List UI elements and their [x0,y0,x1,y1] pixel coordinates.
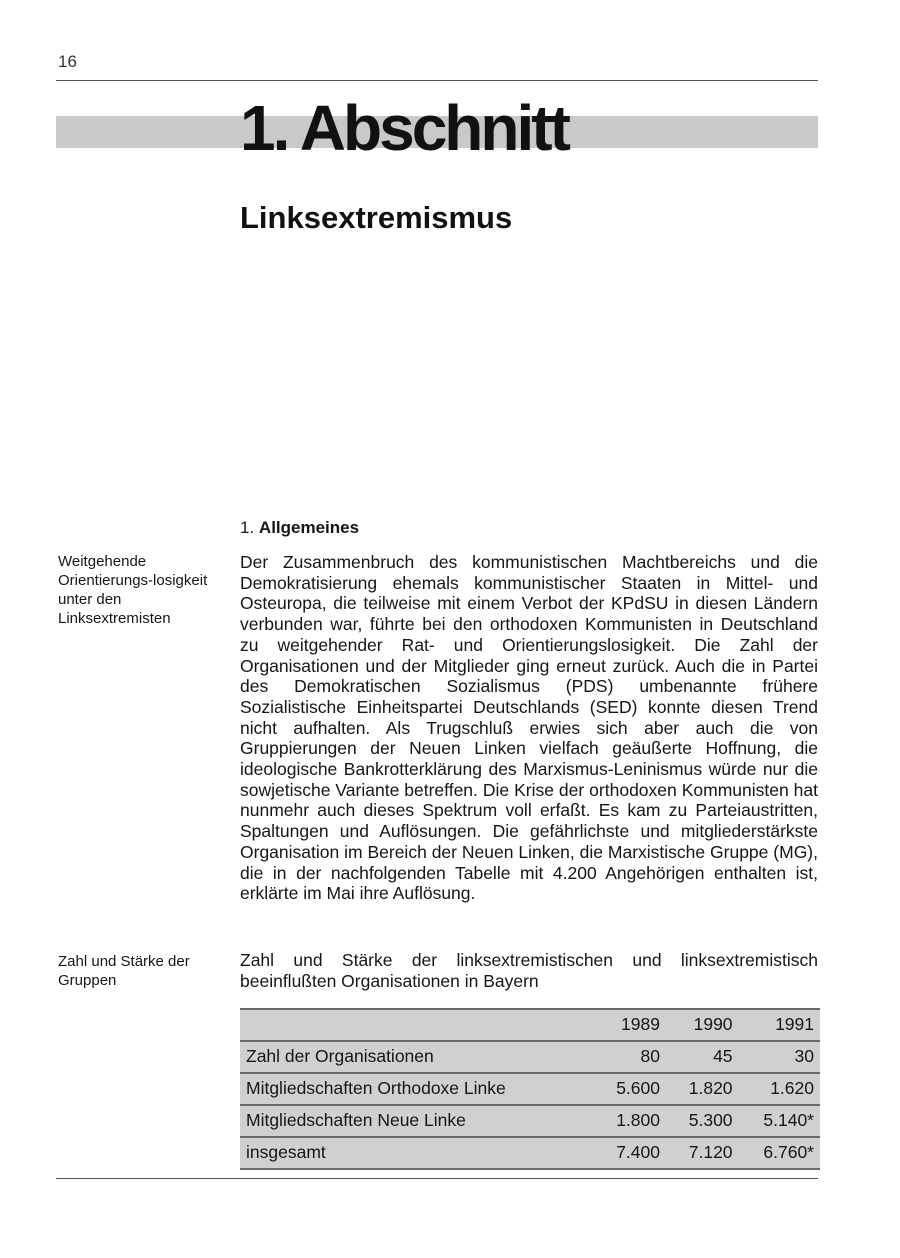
header-year: 1989 [593,1009,666,1041]
row-label: insgesamt [240,1137,593,1169]
table-caption: Zahl und Stärke der linksextremistischen und linksextremistisch beeinflußten Organisationen in Bayern [240,950,818,991]
chapter-heading [240,518,359,538]
table-header-row [240,1009,820,1041]
table-row [240,1137,820,1169]
body-paragraph: Der Zusammenbruch des kommunistischen Machtbereichs und die Demokratisierung ehemals kommunistischer Staaten in Mittel- und Osteuropa, die teilweise mit einem Verbot der KPdSU in diesen Ländern verbunden war, führte bei den orthodoxen Kommunisten in Deutschland zu weitgehender Rat- und Orientierungslosigkeit. Die Zahl der Organisationen und der Mitglieder ging erneut zurück. Auch die in Partei des Demokratischen Sozialismus (PDS) umbenannte frühere Sozialistische Einheitspartei Deutschlands (SED) konnte diesen Trend nicht aufhalten. Als Trugschluß erwies sich aber auch die von Gruppierungen der Neuen Linken vielfach geäußerte Hoffnung, die ideologische Bankrotterklärung des Marxismus-Leninismus würde nur die sowjetische Variante betreffen. Die Krise der orthodoxen Kommunisten hat nunmehr auch dieses Spektrum voll erfaßt. Es kam zu Parteiaustritten, Spaltungen und Auflösungen. Die gefährlichste und mitgliederstärkste Organisation im Bereich der Neuen Linken, die Marxistische Gruppe (MG), die in der nachfolgenden Tabelle mit 4.200 Angehörigen enthalten ist, erklärte im Mai ihre Auflösung. [240,552,818,904]
row-label: Mitgliedschaften Orthodoxe Linke [240,1073,593,1105]
table-cell: 5.140* [739,1105,820,1137]
margin-note-orientation: Weitgehende Orientierungs-losigkeit unter den Linksextremisten [58,553,208,627]
table-cell: 45 [666,1041,739,1073]
table-cell: 7.400 [593,1137,666,1169]
table-row [240,1073,820,1105]
table-cell: 1.620 [739,1073,820,1105]
table-cell: 6.760* [739,1137,820,1169]
table-cell: 7.120 [666,1137,739,1169]
header-year: 1991 [739,1009,820,1041]
chapter-number: 1. [240,518,255,537]
section-subtitle: Linksextremismus [240,200,513,235]
bottom-divider [56,1178,818,1179]
table-cell: 5.600 [593,1073,666,1105]
header-empty-cell [240,1009,593,1041]
table-cell: 1.820 [666,1073,739,1105]
row-label: Mitgliedschaften Neue Linke [240,1105,593,1137]
top-divider [56,80,818,81]
section-title: 1. Abschnitt [240,92,568,164]
organization-table [240,1008,820,1170]
margin-note-groups: Zahl und Stärke der Gruppen [58,953,190,989]
table-cell: 80 [593,1041,666,1073]
row-label: Zahl der Organisationen [240,1041,593,1073]
chapter-title: Allgemeines [258,518,360,537]
table-row [240,1041,820,1073]
page-number: 16 [58,52,77,71]
table-cell: 1.800 [593,1105,666,1137]
header-year: 1990 [666,1009,739,1041]
table-cell: 5.300 [666,1105,739,1137]
table-cell: 30 [739,1041,820,1073]
table-row [240,1105,820,1137]
